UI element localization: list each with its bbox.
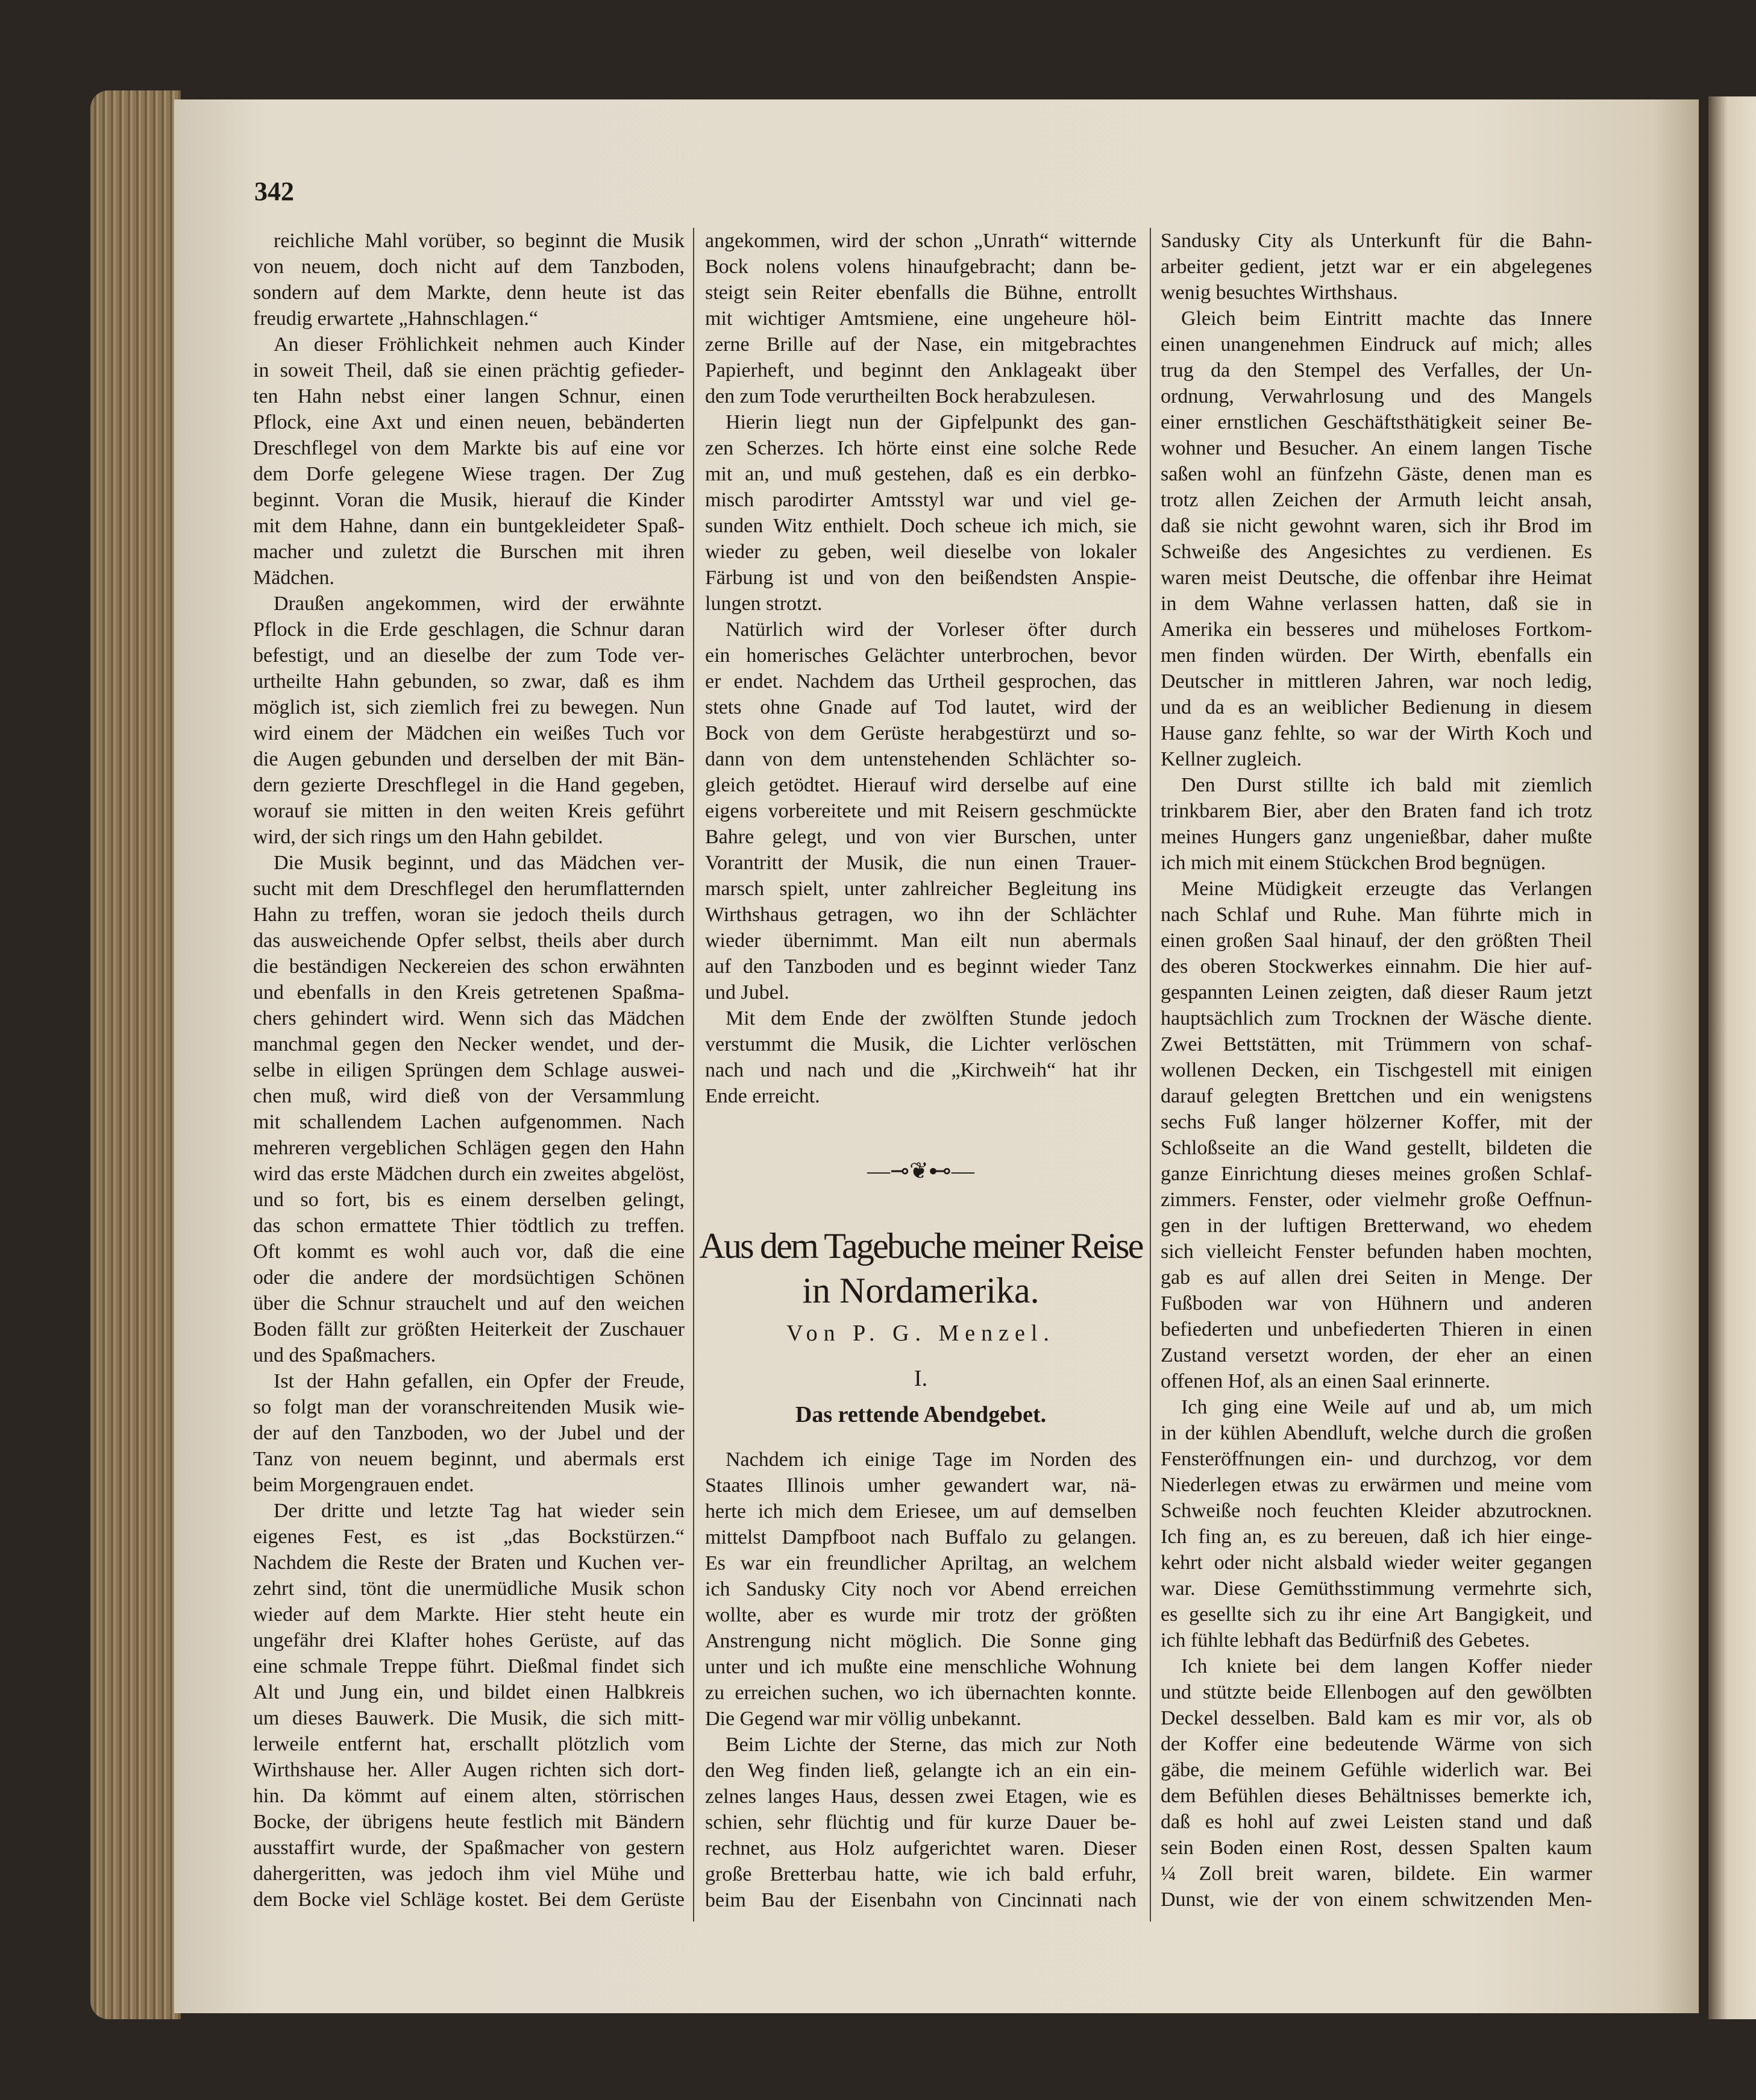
column-3: [1161, 228, 1592, 1913]
text-line: ein homerisches Gelächter unterbrochen, bevor: [705, 644, 1137, 667]
text-line: in soweit Theil, daß sie einen prächtig gefieder-: [253, 359, 685, 382]
text-line: Nachdem die Reste der Braten und Kuchen ver-: [253, 1551, 685, 1574]
column-rule: [1150, 228, 1151, 1922]
text-line: Ich kniete bei dem langen Koffer nieder: [1181, 1655, 1592, 1677]
text-line: oder die andere der mordsüchtigen Schönen: [253, 1266, 685, 1289]
text-line: und da es an weiblicher Bedienung in diesem: [1161, 696, 1592, 718]
text-line: der auf den Tanzboden, wo der Jubel und der: [253, 1422, 685, 1444]
paragraph: [253, 1368, 685, 1498]
text-line: Schloßseite an die Wand gestellt, bildeten die: [1161, 1137, 1592, 1159]
text-line: Die Musik beginnt, und das Mädchen ver-: [274, 852, 685, 874]
text-line: Bocke, der übrigens heute festlich mit Bändern: [253, 1811, 685, 1833]
text-line: freudig erwartete „Hahnschlagen.“: [253, 307, 538, 330]
paragraph: [1161, 1653, 1592, 1913]
text-line: Deutscher in mittleren Jahren, war noch ledig,: [1161, 670, 1592, 693]
text-line: lungen strotzt.: [705, 593, 823, 615]
text-line: um dieses Bauwerk. Die Musik, die sich mitt-: [253, 1707, 685, 1729]
paragraph: [1161, 1394, 1592, 1653]
text-line: und Jubel.: [705, 981, 789, 1004]
text-line: Deckel desselben. Bald kam es mir vor, als ob: [1161, 1707, 1592, 1729]
text-line: gäbe, die meinem Gefühle widerlich war. Bei: [1161, 1759, 1592, 1781]
paragraph: [1161, 306, 1592, 772]
text-line: Vorantritt der Musik, die nun einen Trauer-: [705, 852, 1137, 874]
text-line: arbeiter gedient, jetzt war er ein abgelegenes: [1161, 256, 1592, 278]
text-line: Dreschflegel von dem Markte bis auf eine vor: [253, 437, 685, 459]
section-title: Das rettende Abendgebet.: [795, 1402, 1047, 1427]
text-line: Schweiße des Angesichtes zu verdienen. Es: [1161, 541, 1592, 563]
text-line: wird, der sich rings um den Hahn gebildet.: [253, 826, 603, 848]
text-line: Bahre gelegt, und von vier Burschen, unter: [705, 826, 1137, 848]
ornament-divider: —⊸❦⊷—: [867, 1158, 974, 1184]
text-line: zu erreichen suchen, wo ich übernachten konnte.: [705, 1682, 1137, 1704]
text-line: beim Bau der Eisenbahn von Cincinnati nach: [705, 1889, 1137, 1911]
text-line: Alt und Jung ein, und bildet einen Halbkreis: [253, 1681, 685, 1703]
text-line: daß sie nicht gewohnt waren, sich ihr Brod im: [1161, 515, 1592, 537]
text-line: eigens vorbereitete und mit Reisern geschmückte: [705, 800, 1137, 822]
text-line: es gesellte sich zu ihr eine Art Bangigkeit, und: [1161, 1603, 1592, 1626]
text-line: gen in der luftigen Bretterwand, wo ehedem: [1161, 1215, 1592, 1237]
text-line: ausstaffirt wurde, der Spaßmacher von gestern: [253, 1837, 685, 1859]
text-line: befestigt, und an dieselbe der zum Tode ver-: [253, 644, 685, 667]
text-line: dem Befühlen dieses Behältnisses bemerkte ich,: [1161, 1785, 1592, 1807]
text-line: mit wichtiger Amtsmiene, eine ungeheure höl-: [705, 307, 1137, 330]
text-line: Ende erreicht.: [705, 1085, 820, 1107]
text-line: chers gehindert wird. Wenn sich das Mädchen: [253, 1007, 685, 1030]
column-2-bottom: [705, 1447, 1137, 1913]
text-line: Kellner zugleich.: [1161, 748, 1302, 770]
text-line: wollenen Decken, ein Tischgestell mit einigen: [1161, 1059, 1592, 1081]
text-line: Hause ganz fehlte, so war der Wirth Koch und: [1161, 722, 1592, 744]
text-line: dem Dorfe gelegene Wiese tragen. Der Zug: [253, 463, 685, 485]
text-line: Es war ein freundlicher Apriltag, an welchem: [705, 1552, 1137, 1574]
text-line: dern gezierte Dreschflegel in die Hand gegeben,: [253, 774, 685, 796]
text-line: gab es auf allen drei Seiten in Menge. Der: [1161, 1266, 1592, 1289]
text-line: wird das erste Mädchen durch ein zweites abgelöst,: [253, 1163, 685, 1185]
text-line: Boden fällt zur größten Heiterkeit der Zuschauer: [253, 1318, 685, 1341]
text-line: darauf gelegten Brettchen und ein wenigstens: [1161, 1085, 1592, 1107]
paragraph: [705, 1732, 1137, 1913]
text-line: manchmal gegen den Necker wendet, und der-: [253, 1033, 685, 1055]
text-line: Pflock, eine Axt und einen neuen, bebänderten: [253, 411, 685, 433]
text-line: ich mich mit einem Stückchen Brod begnügen.: [1161, 852, 1546, 874]
text-line: schien, sehr flüchtig und für kurze Dauer be-: [705, 1811, 1137, 1834]
text-line: verstummt die Musik, die Lichter verlöschen: [705, 1033, 1137, 1055]
text-line: kehrt oder nicht alsbald wieder weiter gegangen: [1161, 1551, 1592, 1574]
text-line: reichliche Mahl vorüber, so beginnt die Musik: [274, 230, 685, 252]
text-line: Wirthshause her. Aller Augen richten sich dort-: [253, 1759, 685, 1781]
text-line: Zustand versetzt worden, der eher an einen: [1161, 1344, 1592, 1366]
text-line: eine schmale Treppe führt. Dießmal findet sich: [253, 1655, 685, 1677]
text-line: Dunst, wie der von einem schwitzenden Men-: [1161, 1888, 1592, 1911]
text-line: sich vielleicht Fenster befunden haben mochten,: [1161, 1240, 1592, 1263]
text-line: Zwei Bettstätten, mit Trümmern von schaf-: [1161, 1033, 1592, 1055]
text-line: eigenes Fest, es ist „das Bockstürzen.“: [253, 1526, 685, 1548]
text-line: zehrt sind, tönt die unermüdliche Musik schon: [253, 1577, 685, 1600]
text-line: das ausweichende Opfer selbst, theils aber durch: [253, 929, 685, 952]
text-line: offenen Hof, als an einen Saal erinnerte.: [1161, 1370, 1490, 1392]
text-line: sondern auf dem Markte, denn heute ist das: [253, 281, 685, 304]
text-line: wieder zu geben, weil dieselbe von lokaler: [705, 541, 1137, 563]
text-line: ungefähr drei Klafter hohes Gerüste, auf das: [253, 1629, 685, 1652]
paragraph: [253, 332, 685, 591]
text-line: das schon ermattete Thier tödtlich zu treffen.: [253, 1215, 685, 1237]
text-line: ordnung, Verwahrlosung und des Mangels: [1161, 385, 1592, 407]
text-line: ¼ Zoll breit waren, bildete. Ein warmer: [1161, 1863, 1592, 1885]
text-line: wollte, aber es wurde mir trotz der größten: [705, 1604, 1137, 1626]
text-line: Schweiße noch feuchten Kleider abzutrocknen.: [1161, 1500, 1592, 1522]
text-line: Pflock in die Erde geschlagen, die Schnur daran: [253, 618, 685, 641]
text-line: wohner und Besucher. An einem langen Tische: [1161, 437, 1592, 459]
text-line: war. Diese Gemüthsstimmung vermehrte sich,: [1161, 1577, 1592, 1600]
text-line: Niederlegen etwas zu erwärmen und meine vom: [1161, 1474, 1592, 1496]
article-title: [699, 1224, 1143, 1313]
paragraph: [705, 228, 1137, 409]
text-line: den Weg finden ließ, gelangte ich an ein ein-: [705, 1759, 1137, 1782]
text-line: urtheilte Hahn gebunden, so zwar, daß es ihm: [253, 670, 685, 693]
text-line: und so fort, bis es einem derselben gelingt,: [253, 1189, 685, 1211]
paragraph: [253, 850, 685, 1368]
text-line: Staates Illinois umher gewandert war, nä-: [705, 1474, 1137, 1497]
text-line: Oft kommt es wohl auch vor, daß die eine: [253, 1240, 685, 1263]
text-line: sunden Witz enthielt. Doch scheue ich mich, sie: [705, 515, 1137, 537]
text-line: und ebenfalls in den Kreis getretenen Spaßma-: [253, 981, 685, 1004]
text-line: befiederten und unbefiederten Thieren in einen: [1161, 1318, 1592, 1341]
article-title-line: Aus dem Tagebuche meiner Reise: [699, 1226, 1143, 1266]
text-line: Anstrengung nicht möglich. Die Sonne ging: [705, 1630, 1137, 1652]
text-line: Mädchen.: [253, 567, 335, 589]
text-line: mehreren vergeblichen Schlägen gegen den Hahn: [253, 1137, 685, 1159]
paragraph: [1161, 876, 1592, 1394]
text-line: mit an, und muß gestehen, daß es ein derbko-: [705, 463, 1137, 485]
text-line: der Koffer eine bedeutende Wärme von sich: [1161, 1733, 1592, 1755]
text-line: stets ohne Gnade auf Tod lautet, wird der: [705, 696, 1137, 718]
text-line: Mit dem Ende der zwölften Stunde jedoch: [726, 1007, 1137, 1030]
paragraph: [705, 617, 1137, 1005]
text-line: ganze Einrichtung dieses meines großen Schlaf-: [1161, 1163, 1592, 1185]
page-number: 342: [254, 177, 294, 206]
text-line: Bock von dem Gerüste herabgestürzt und so-: [705, 722, 1137, 744]
text-line: selbe in eiligen Sprüngen dem Schlage auswei-: [253, 1059, 685, 1081]
text-line: dann von dem untenstehenden Schlächter so-: [705, 748, 1137, 770]
book-page-edges: [90, 90, 181, 2019]
text-line: Färbung ist und von den beißendsten Anspie-: [705, 567, 1137, 589]
text-line: einer ernstlichen Geschäftsthätigkeit seiner Be-: [1161, 411, 1592, 433]
text-line: gleich getödtet. Hierauf wird derselbe auf eine: [705, 774, 1137, 796]
text-line: trinkbarem Bier, aber den Braten fand ich trotz: [1161, 800, 1592, 822]
text-line: Ich fing an, es zu bereuen, daß ich hier einge-: [1161, 1526, 1592, 1548]
text-line: Meine Müdigkeit erzeugte das Verlangen: [1181, 878, 1592, 900]
text-line: große Bretterbau hatte, wie ich bald erfuhr,: [705, 1863, 1137, 1885]
text-line: herte ich mich dem Eriesee, um auf demselben: [705, 1500, 1137, 1523]
text-line: An dieser Fröhlichkeit nehmen auch Kinder: [274, 333, 685, 356]
text-line: zerne Brille auf der Nase, ein mitgebrachtes: [705, 333, 1137, 356]
text-line: Natürlich wird der Vorleser öfter durch: [726, 618, 1137, 641]
text-line: Beim Lichte der Sterne, das mich zur Noth: [726, 1734, 1137, 1756]
text-line: die Augen gebunden und derselben der mit Bän-: [253, 748, 685, 770]
text-line: Nachdem ich einige Tage im Norden des: [726, 1448, 1137, 1471]
section-number: I.: [914, 1366, 928, 1391]
text-line: Papierheft, und beginnt den Anklageakt über: [705, 359, 1137, 382]
text-line: wieder übernimmt. Man eilt nun abermals: [705, 929, 1137, 952]
text-line: wieder auf dem Markte. Hier steht heute ein: [253, 1603, 685, 1626]
article-title-line: in Nordamerika.: [802, 1271, 1039, 1310]
text-line: beginnt. Voran die Musik, hierauf die Kinder: [253, 489, 685, 511]
text-line: waren meist Deutsche, die offenbar ihre Heimat: [1161, 567, 1592, 589]
text-line: so folgt man der voranschreitenden Musik wie-: [253, 1396, 685, 1418]
text-line: über die Schnur strauchelt und auf den weichen: [253, 1292, 685, 1315]
paragraph: [705, 409, 1137, 617]
paragraph: [1161, 228, 1592, 306]
text-line: ten Hahn nebst einer langen Schnur, einen: [253, 385, 685, 407]
text-line: den zum Tode verurtheilten Bock herabzulesen.: [705, 385, 1096, 407]
text-line: zelnes langes Haus, dessen zwei Etagen, wie es: [705, 1785, 1137, 1808]
text-line: dahergeritten, was jedoch ihm viel Mühe und: [253, 1863, 685, 1885]
text-line: sechs Fuß langer hölzerner Koffer, mit der: [1161, 1111, 1592, 1133]
paragraph: [253, 1498, 685, 1913]
text-line: angekommen, wird der schon „Unrath“ witternde: [705, 230, 1137, 252]
text-line: nach und nach und die „Kirchweih“ hat ihr: [705, 1059, 1137, 1081]
text-line: Sandusky City als Unterkunft für die Bahn-: [1161, 230, 1592, 252]
text-line: und stützte beide Ellenbogen auf den gewölbten: [1161, 1681, 1592, 1703]
text-line: ich Sandusky City noch vor Abend erreichen: [705, 1578, 1137, 1600]
text-line: sein Boden einen Rost, dessen Spalten kaum: [1161, 1837, 1592, 1859]
text-line: Hahn zu treffen, woran sie jedoch theils durch: [253, 904, 685, 926]
text-line: in dem Wahne verlassen hatten, daß sie in: [1161, 593, 1592, 615]
text-line: wird einem der Mädchen ein weißes Tuch vor: [253, 722, 685, 744]
text-line: in der kühlen Abendluft, welche durch die großen: [1161, 1422, 1592, 1444]
text-line: zimmers. Fenster, oder vielmehr große Oeffnun-: [1161, 1189, 1592, 1211]
text-line: Hierin liegt nun der Gipfelpunkt des gan-: [726, 411, 1137, 433]
text-line: mit schallendem Lachen aufgenommen. Nach: [253, 1111, 685, 1133]
column-1: [253, 228, 685, 1913]
text-line: wenig besuchtes Wirthshaus.: [1161, 281, 1398, 304]
text-line: worauf sie mitten in den weiten Kreis geführt: [253, 800, 685, 822]
text-line: unter und ich mußte eine menschliche Wohnung: [705, 1656, 1137, 1678]
text-line: Draußen angekommen, wird der erwähnte: [274, 593, 685, 615]
text-line: von neuem, doch nicht auf dem Tanzboden,: [253, 256, 685, 278]
paragraph: [1161, 772, 1592, 876]
text-line: Fußboden war von Hühnern und anderen: [1161, 1292, 1592, 1315]
text-line: rechnet, aus Holz aufgerichtet waren. Dieser: [705, 1837, 1137, 1860]
text-line: meines Hungers ganz ungenießbar, daher mußte: [1161, 826, 1592, 848]
text-line: misch parodirter Amtsstyl war und viel ge-: [705, 489, 1137, 511]
text-line: steigt sein Reiter ebenfalls die Bühne, entrollt: [705, 281, 1137, 304]
text-line: macher und zuletzt die Burschen mit ihren: [253, 541, 685, 563]
text-line: lerweile entfernt hat, erschallt plötzlich vom: [253, 1733, 685, 1755]
text-line: Amerika ein besseres und müheloses Fortkom-: [1161, 618, 1592, 641]
text-line: auf den Tanzboden und es beginnt wieder Tanz: [705, 955, 1137, 978]
text-line: daß es hohl auf zwei Leisten stand und daß: [1161, 1811, 1592, 1833]
text-line: Wirthshaus getragen, wo ihn der Schlächter: [705, 904, 1137, 926]
text-line: Der dritte und letzte Tag hat wieder sein: [274, 1500, 685, 1522]
text-line: einen unangenehmen Eindruck auf mich; alles: [1161, 333, 1592, 356]
text-line: nach Schlaf und Ruhe. Man führte mich in: [1161, 904, 1592, 926]
text-line: einen großen Saal hinauf, der den größten Theil: [1161, 929, 1592, 952]
text-line: trotz allen Zeichen der Armuth leicht ansah,: [1161, 489, 1592, 511]
text-line: Die Gegend war mir völlig unbekannt.: [705, 1708, 1021, 1730]
text-line: Gleich beim Eintritt machte das Innere: [1181, 307, 1592, 330]
text-line: hauptsächlich zum Trocknen der Wäsche diente.: [1161, 1007, 1592, 1030]
text-line: sucht mit dem Dreschflegel den herumflatternden: [253, 878, 685, 900]
text-line: Ist der Hahn gefallen, ein Opfer der Freude,: [274, 1370, 685, 1392]
text-line: des oberen Stockwerkes einnahm. Die hier auf-: [1161, 955, 1592, 978]
paragraph: [705, 1005, 1137, 1109]
text-line: chen muß, wird dieß von der Versammlung: [253, 1085, 685, 1107]
article-byline: Von P. G. Menzel.: [786, 1321, 1055, 1346]
text-line: Fensteröffnungen ein- und durchzog, vor dem: [1161, 1448, 1592, 1470]
text-line: hin. Da kömmt auf einem alten, störrischen: [253, 1785, 685, 1807]
text-line: dem Bocke viel Schläge kostet. Bei dem Gerüste: [253, 1888, 685, 1911]
text-line: beim Morgengrauen endet.: [253, 1474, 474, 1496]
text-line: zen Scherzes. Ich hörte einst eine solche Rede: [705, 437, 1137, 459]
text-line: mittelst Dampfboot nach Buffalo zu gelangen.: [705, 1526, 1137, 1548]
paragraph: [253, 591, 685, 850]
text-line: Ich ging eine Weile auf und ab, um mich: [1181, 1396, 1592, 1418]
paragraph: [705, 1447, 1137, 1732]
column-2-top: [705, 228, 1137, 1109]
text-line: und des Spaßmachers.: [253, 1344, 436, 1366]
text-line: Den Durst stillte ich bald mit ziemlich: [1181, 774, 1592, 796]
text-line: Bock nolens volens hinaufgebracht; dann be-: [705, 256, 1137, 278]
column-rule: [693, 228, 694, 1922]
text-line: men finden würden. Der Wirth, ebenfalls ein: [1161, 644, 1592, 667]
text-line: trug da den Stempel des Verfalles, der Un-: [1161, 359, 1592, 382]
text-line: die beständigen Neckereien des schon erwähnten: [253, 955, 685, 978]
text-line: gespannten Leinen zeigten, daß dieser Raum jetzt: [1161, 981, 1592, 1004]
facing-page-edge: [1708, 96, 1756, 2019]
text-line: Tanz von neuem beginnt, und abermals erst: [253, 1448, 685, 1470]
paragraph: [253, 228, 685, 332]
text-line: ich fühlte lebhaft das Bedürfniß des Gebetes.: [1161, 1629, 1530, 1652]
text-line: er endet. Nachdem das Urtheil gesprochen, das: [705, 670, 1137, 693]
text-line: saßen wohl an fünfzehn Gäste, denen man es: [1161, 463, 1592, 485]
text-line: marsch spielt, unter zahlreicher Begleitung ins: [705, 878, 1137, 900]
text-line: mit dem Hahne, dann ein buntgekleideter Spaß-: [253, 515, 685, 537]
text-line: möglich ist, sich ziemlich frei zu bewegen. Nun: [253, 696, 685, 718]
